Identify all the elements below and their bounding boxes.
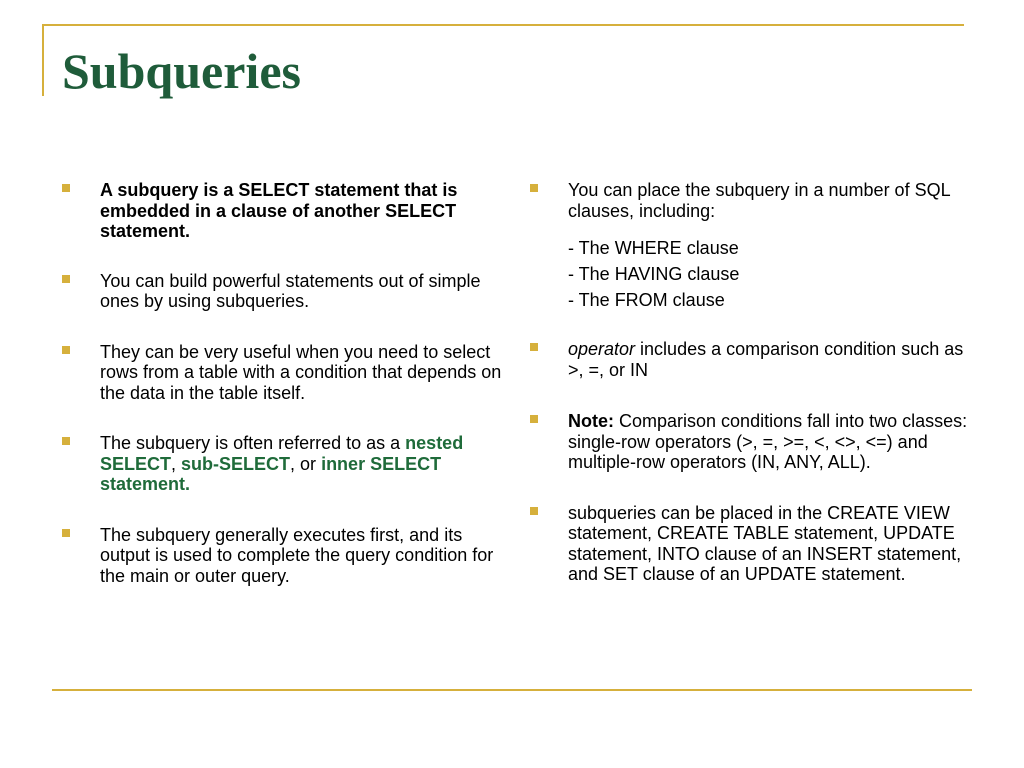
- bullet-text: includes a comparison condition such as >, =, or IN: [568, 339, 964, 380]
- separator: , or: [290, 453, 322, 474]
- bullet-text: subqueries can be placed in the CREATE VIEW statement, CREATE TABLE statement, UPDATE statement, INTO clause of an INSERT statement, and SET clause of an UPDATE statement.: [568, 502, 962, 584]
- square-bullet-icon: [530, 184, 538, 192]
- square-bullet-icon: [62, 346, 70, 354]
- bullet-text-prefix: The subquery is often referred to as a: [100, 433, 406, 453]
- bullet-item: [530, 339, 970, 380]
- bullet-item: [62, 271, 502, 312]
- square-bullet-icon: [62, 529, 70, 537]
- operator-term: operator: [568, 339, 636, 359]
- square-bullet-icon: [530, 343, 538, 351]
- bullet-text: Comparison conditions fall into two classes: single-row operators (>, =, >=, <, <>, <=) and multiple-row operators (IN, ANY, ALL).: [568, 411, 968, 472]
- bullet-item: [62, 525, 502, 587]
- square-bullet-icon: [62, 184, 70, 192]
- bullet-item: [62, 180, 502, 242]
- square-bullet-icon: [62, 437, 70, 445]
- clause-item: - The FROM clause: [568, 290, 725, 310]
- left-column: [62, 180, 502, 586]
- bullet-item: [62, 342, 502, 404]
- note-label: Note:: [568, 411, 614, 431]
- term-nested-select: nested SELECT: [100, 433, 464, 474]
- square-bullet-icon: [530, 507, 538, 515]
- bullet-item: [530, 411, 970, 473]
- bullet-text: You can place the subquery in a number of SQL clauses, including:: [568, 180, 950, 221]
- bullet-item: [62, 433, 502, 495]
- square-bullet-icon: [530, 415, 538, 423]
- slide-title: Subqueries: [62, 43, 301, 99]
- bullet-text: They can be very useful when you need to select rows from a table with a condition that depends on the data in the table itself.: [100, 341, 502, 403]
- bullet-item: [530, 503, 970, 585]
- bottom-border-line: [52, 689, 972, 691]
- square-bullet-icon: [62, 275, 70, 283]
- bullet-text: The subquery generally executes first, and its output is used to complete the query condition for the main or outer query.: [100, 524, 494, 586]
- clause-item: - The WHERE clause: [568, 238, 739, 258]
- bullet-item: [530, 180, 970, 221]
- left-border-line: [42, 24, 44, 96]
- right-column: [530, 180, 970, 585]
- top-border-line: [42, 24, 964, 26]
- bullet-text: A subquery is a SELECT statement that is embedded in a clause of another SELECT statement.: [100, 180, 458, 241]
- term-inner-select: inner SELECT statement.: [100, 453, 442, 494]
- separator: ,: [171, 453, 182, 474]
- bullet-text: You can build powerful statements out of simple ones by using subqueries.: [100, 270, 481, 311]
- term-sub-select: sub-SELECT: [181, 453, 291, 474]
- clause-item: - The HAVING clause: [568, 264, 740, 284]
